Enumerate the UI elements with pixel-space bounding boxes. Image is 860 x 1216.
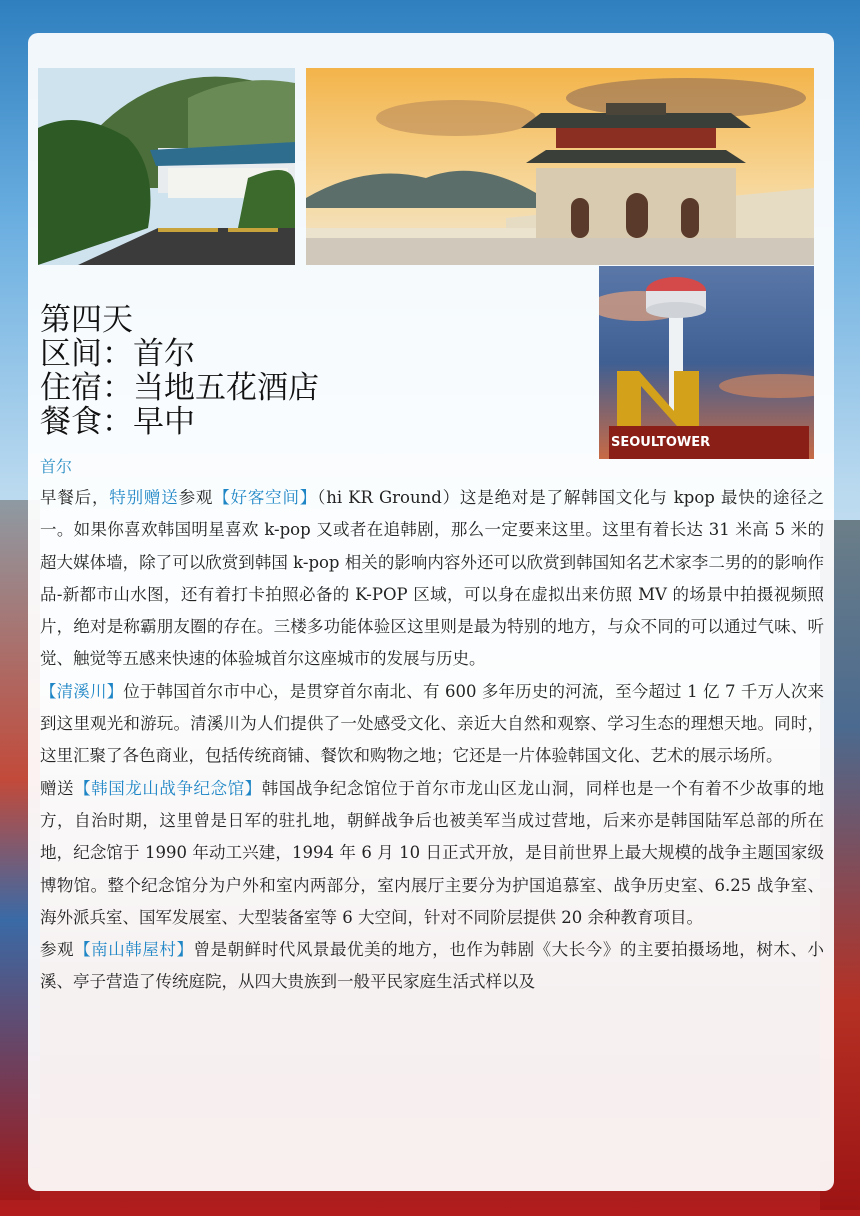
city-label: 首尔 bbox=[40, 457, 73, 476]
text-span: 早餐后， bbox=[40, 488, 110, 507]
itinerary-card bbox=[28, 33, 834, 1191]
paragraph-hikr-ground bbox=[40, 482, 824, 676]
day-header bbox=[40, 303, 580, 439]
seoul-tower-sign: SEOULTOWER bbox=[611, 435, 711, 450]
itinerary-body bbox=[40, 482, 824, 999]
text-span: 位于韩国首尔市中心，是贯穿首尔南北、有 600 多年历史的河流，至今超过 1 亿 7 千万人次来到这里观光和游玩。清溪川为人们提供了一处感受文化、亲近大自然和观察、学习生态的理想天地。同时，这里汇聚了各色商业，包括传统商铺、餐饮和购物之地；它还是一片体验韩国文化、艺术的展示场所。 bbox=[40, 681, 824, 766]
text-span: 曾是朝鲜时代风景最优美的地方，也作为韩剧《大长今》的主要拍摄场地，树木、小溪、亭子营造了传统庭院，从四大贵族到一般平民家庭生活式样以及 bbox=[40, 940, 825, 992]
text-span: 参观 bbox=[40, 940, 75, 960]
text-span: 赠送 bbox=[40, 778, 75, 798]
gift-highlight: 特别赠送 bbox=[109, 488, 179, 507]
place-war-memorial: 【韩国龙山战争纪念馆】 bbox=[74, 778, 262, 798]
blue-house-photo bbox=[38, 68, 295, 265]
gyeongbokgung-gate-photo bbox=[306, 68, 814, 265]
text-span: 参观 bbox=[178, 488, 214, 507]
place-cheonggyecheon: 【清溪川】 bbox=[40, 681, 124, 701]
hotel-line: 住宿：当地五花酒店 bbox=[40, 370, 319, 406]
paragraph-cheonggyecheon bbox=[40, 676, 824, 773]
place-namsan-hanok: 【南山韩屋村】 bbox=[74, 940, 194, 960]
paragraph-war-memorial bbox=[40, 773, 824, 934]
seoul-tower-photo bbox=[599, 266, 814, 459]
day-title: 第四天 bbox=[40, 302, 133, 338]
route-line: 区间：首尔 bbox=[40, 336, 195, 372]
text-span: 韩国战争纪念馆位于首尔市龙山区龙山洞，同样也是一个有着不少故事的地方，自治时期，这里曾是日军的驻扎地，朝鲜战争后也被美军当成过营地，后来亦是韩国陆军总部的所在地，纪念馆于 1990 年动工兴建，1994 年 6 月 10 日正式开放，是目前世界上最大规模的战争主题国家级博物馆。整个纪念馆分为户外和室内两部分，室内展厅主要分为护国追慕室、战争历史室、6.25 战争室、海外派兵室、国军发展室、大型装备室等 6 大空间，针对不同阶层提供 20 余种教育项目。 bbox=[40, 778, 825, 927]
meals-line: 餐食：早中 bbox=[40, 404, 195, 440]
paragraph-namsan-hanok bbox=[40, 934, 824, 999]
place-hikr-ground: 【好客空间】 bbox=[213, 488, 318, 507]
text-span: （hi KR Ground）这是绝对是了解韩国文化与 kpop 最快的途径之一。如果你喜欢韩国明星喜欢 k-pop 又或者在追韩剧，那么一定要来这里。这里有着长达 31 米高 5 米的超大媒体墙，除了可以欣赏到韩国 k-pop 相关的影响内容外还可以欣赏到韩国知名艺术家李二男的的影响作品-新都市山水图，还有着打卡拍照必备的 K-POP 区域，可以身在虚拟出来仿照 MV 的场景中拍摄视频照片，绝对是称霸朋友圈的存在。三楼多功能体验区这里则是最为特别的地方，与众不同的可以通过气味、听觉、触觉等五感来快速的体验城首尔这座城市的发展与历史。 bbox=[40, 488, 825, 669]
